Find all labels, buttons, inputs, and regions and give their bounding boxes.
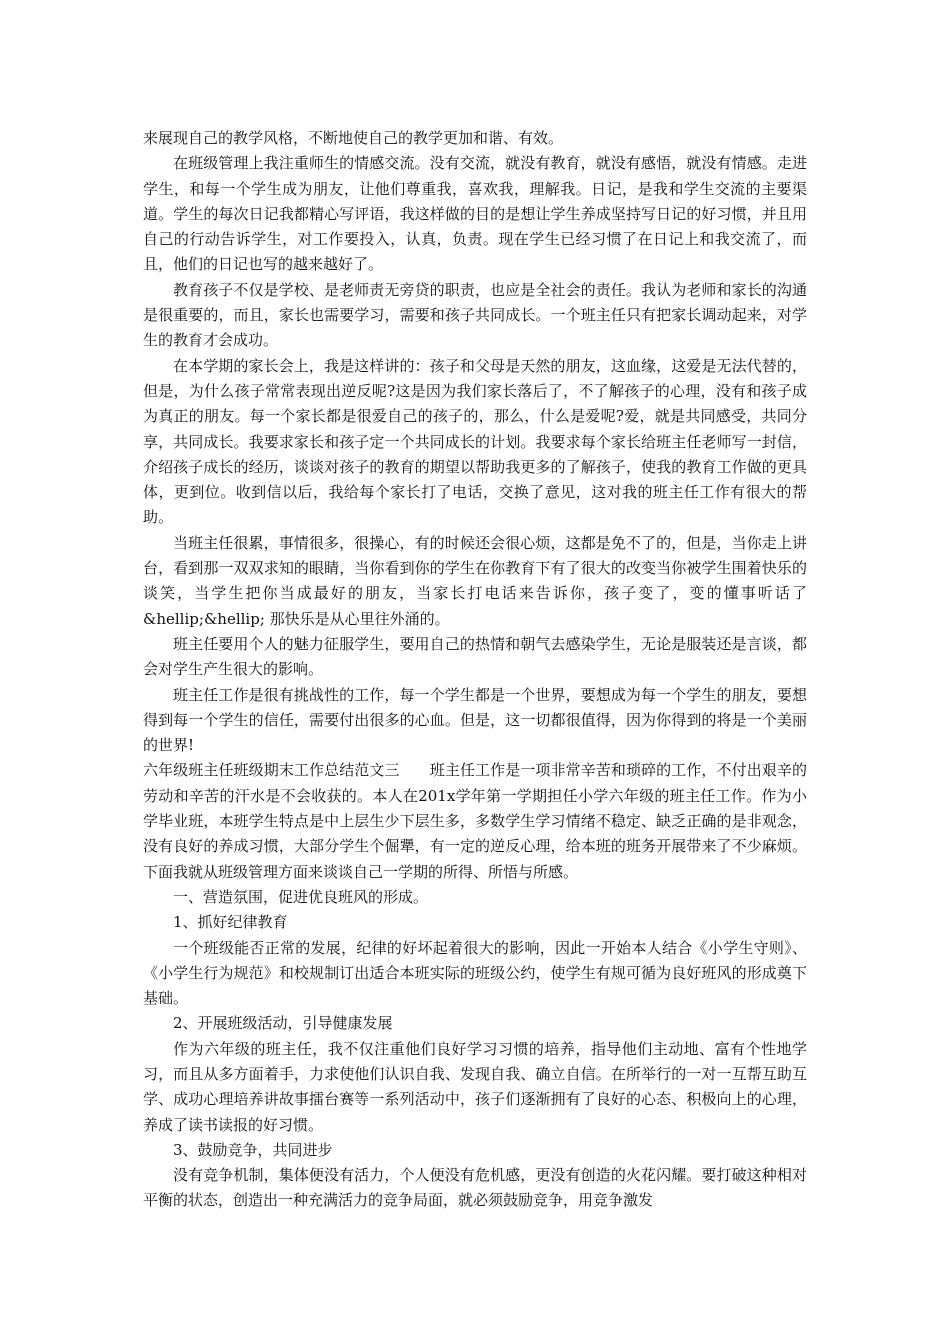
paragraph-activities: 作为六年级的班主任，我不仅注重他们良好学习习惯的培养，指导他们主动地、富有个性地学习，而且从多方面着手，力求使他们认识自我、发现自我、确立自信。在所举行的一对一互帮互助互学、成功心理培养讲故事擂台赛等一系列活动中，孩子们逐渐拥有了良好的心态、积极向上的心理，养成了读书读报的好习惯。 (143, 1039, 807, 1134)
paragraph-2: 在班级管理上我注重师生的情感交流。没有交流，就没有教育，就没有感悟，就没有情感。走进学生，和每一个学生成为朋友，让他们尊重我，喜欢我，理解我。日记，是我和学生交流的主要渠道。学生的每次日记我都精心写评语，我这样做的目的是想让学生养成坚持写日记的好习惯，并且用自己的行动告诉学生，对工作要投入，认真，负责。现在学生已经习惯了在日记上和我交流了，而且，他们的日记也写的越来越好了。 (143, 154, 807, 274)
document-page (143, 126, 807, 1214)
paragraph-5: 当班主任很累，事情很多，很操心，有的时候还会很心烦，这都是免不了的，但是，当你走上讲台，看到那一双双求知的眼睛，当你看到你的学生在你教育下有了很大的改变当你被学生围着快乐的谈笑，当学生把你当成最好的朋友，当家长打电话来告诉你，孩子变了，变的懂事听话了&hellip;&hellip; 那快乐是从心里往外涌的。 (143, 533, 807, 628)
subheading-3: 3、鼓励竞争，共同进步 (173, 1140, 333, 1159)
heading-one: 一、营造氛围，促进优良班风的形成。 (173, 887, 429, 906)
paragraph-7: 班主任工作是很有挑战性的工作，每一个学生都是一个世界，要想成为每一个学生的朋友，要想得到每一个学生的信任，需要付出很多的心血。但是，这一切都很值得，因为你得到的将是一个美丽的世界! (143, 685, 807, 755)
paragraph-4: 在本学期的家长会上，我是这样讲的：孩子和父母是天然的朋友，这血缘，这爱是无法代替的，但是，为什么孩子常常表现出逆反呢?这是因为我们家长落后了，不了解孩子的心理，没有和孩子成为真正的朋友。每一个家长都是很爱自己的孩子的，那么，什么是爱呢?爱，就是共同感受，共同分享，共同成长。我要求家长和孩子定一个共同成长的计划。我要求每个家长给班主任老师写一封信，介绍孩子成长的经历，谈谈对孩子的教育的期望以帮助我更多的了解孩子，使我的教育工作做的更具体，更到位。收到信以后，我给每个家长打了电话，交换了意见，这对我的班主任工作有很大的帮助。 (143, 356, 807, 527)
paragraph-competition: 没有竞争机制，集体便没有活力，个人便没有危机感，更没有创造的火花闪耀。要打破这种相对平衡的状态，创造出一种充满活力的竞争局面，就必须鼓励竞争，用竞争激发 (143, 1166, 807, 1210)
paragraph-discipline: 一个班级能否正常的发展，纪律的好坏起着很大的影响，因此一开始本人结合《小学生守则》、《小学生行为规范》和校规制订出适合本班实际的班级公约，使学生有规可循为良好班风的形成奠下基础。 (143, 938, 807, 1008)
subheading-2: 2、开展班级活动，引导健康发展 (173, 1014, 393, 1033)
paragraph-3: 教育孩子不仅是学校、是老师责无旁贷的职责，也应是全社会的责任。我认为老师和家长的沟通是很重要的，而且，家长也需要学习，需要和孩子共同成长。一个班主任只有把家长调动起来，对学生的教育才会成功。 (143, 280, 807, 350)
paragraph-1: 来展现自己的教学风格，不断地使自己的教学更加和谐、有效。 (143, 129, 564, 147)
subheading-1: 1、抓好纪律教育 (173, 913, 288, 932)
section-three-heading-paragraph: 六年级班主任班级期末工作总结范文三 班主任工作是一项非常辛苦和琐碎的工作，不付出艰辛的劳动和辛苦的汗水是不会收获的。本人在201x学年第一学期担任小学六年级的班主任工作。作为小学毕业班，本班学生特点是中上层生少下层生多，多数学生学习情绪不稳定、缺乏正确的是非观念，没有良好的养成习惯，大部分学生个倔犟，有一定的逆反心理，给本班的班务开展带来了不少麻烦。下面我就从班级管理方面来谈谈自己一学期的所得、所悟与所感。 (143, 761, 807, 881)
paragraph-6: 班主任要用个人的魅力征服学生，要用自己的热情和朝气去感染学生，无论是服装还是言谈，都会对学生产生很大的影响。 (143, 634, 807, 679)
